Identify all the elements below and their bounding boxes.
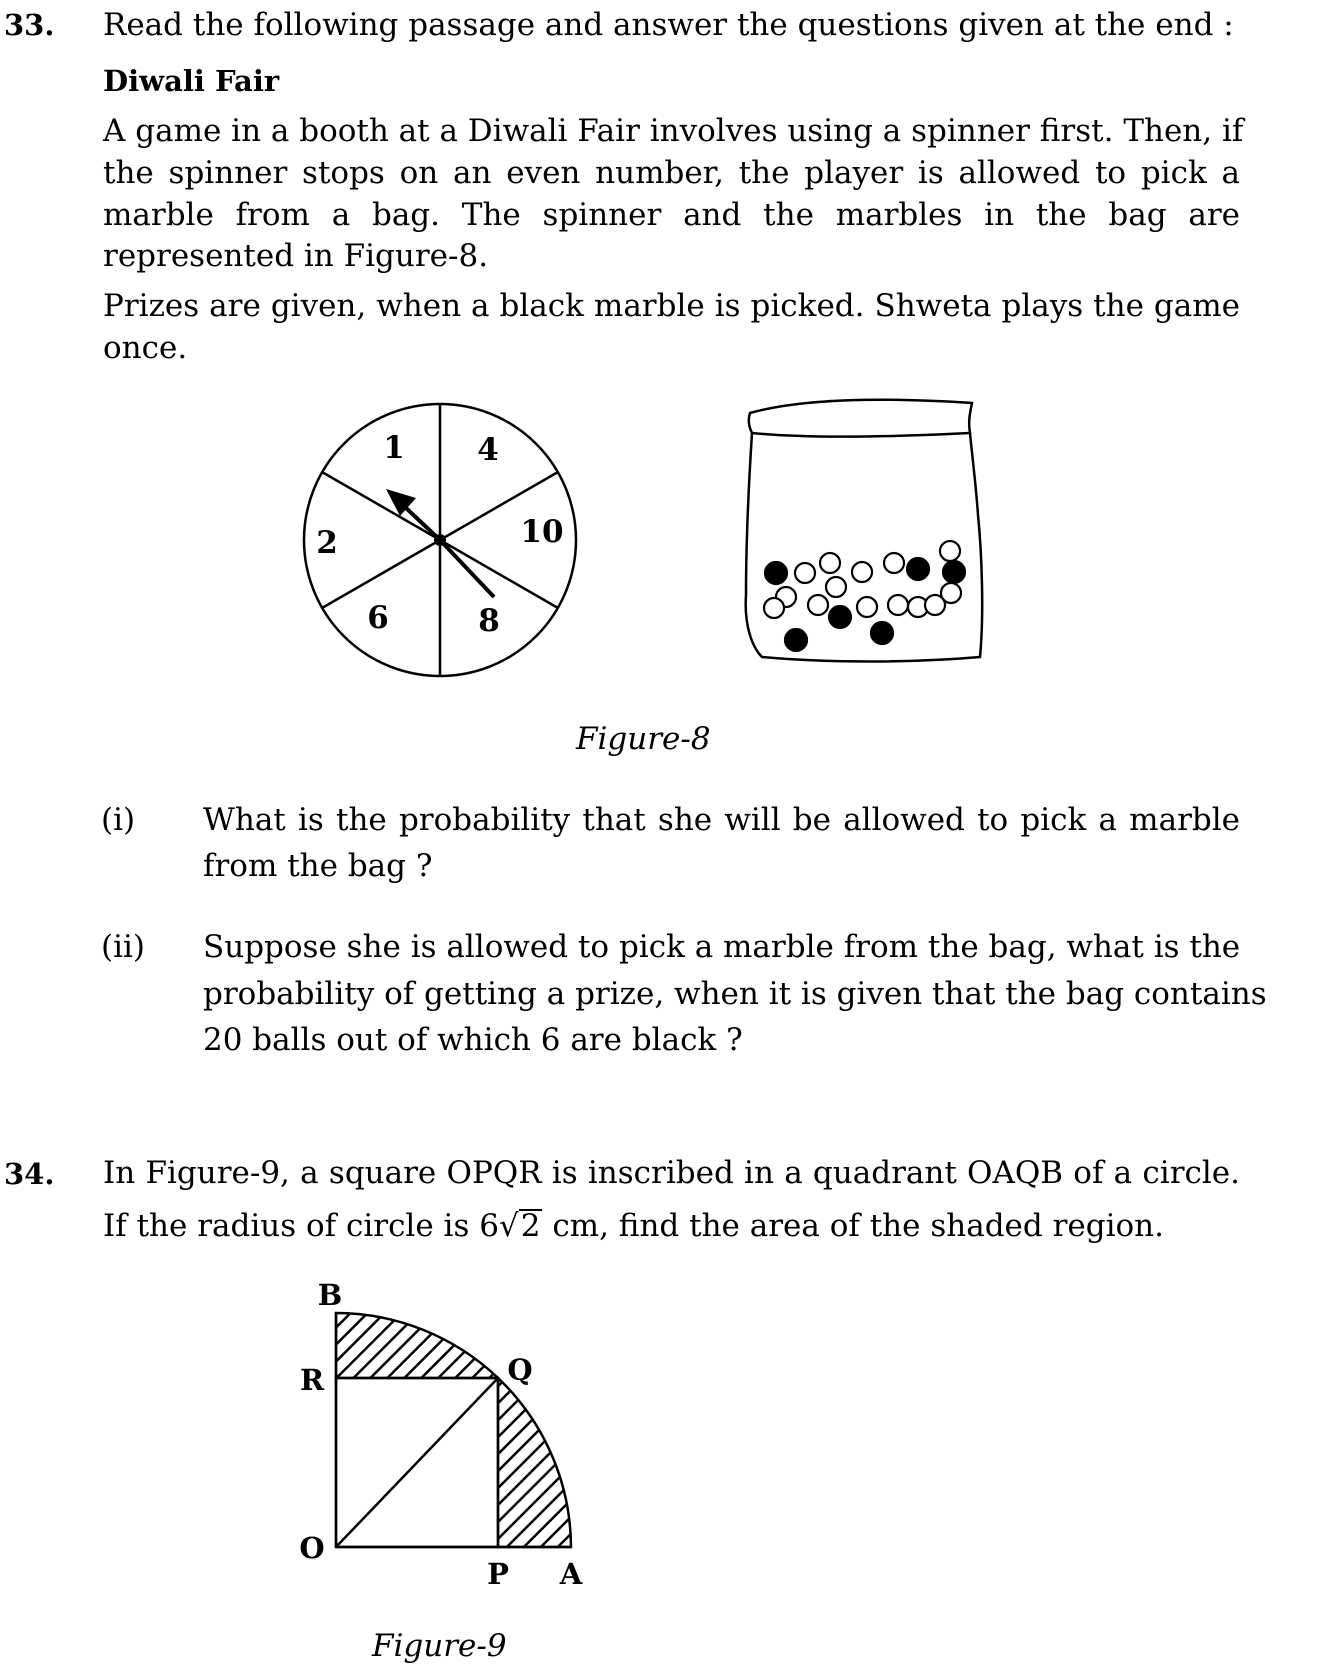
subquestion-i-line: from the bag ? — [203, 848, 433, 884]
question-33-number: 33. — [4, 8, 55, 42]
passage-title: Diwali Fair — [103, 64, 280, 98]
white-marble — [808, 595, 828, 615]
shaded-region-right — [498, 1378, 571, 1547]
label-Q: Q — [507, 1353, 533, 1387]
white-marble — [852, 562, 872, 582]
spinner-number: 4 — [477, 432, 499, 468]
spinner-number: 2 — [316, 525, 338, 561]
label-O: O — [299, 1531, 325, 1565]
label-P: P — [487, 1557, 509, 1591]
question-34-text: cm, find the area of the shaded region. — [542, 1208, 1164, 1244]
black-marble — [871, 622, 893, 644]
bag-rim — [749, 400, 972, 437]
black-marble — [943, 561, 965, 583]
spinner-figure — [290, 390, 590, 690]
radius-radicand: 2 — [520, 1208, 541, 1244]
label-A: A — [559, 1557, 583, 1591]
figure-9-caption: Figure-9 — [372, 1628, 507, 1664]
passage-line: once. — [103, 330, 188, 366]
passage-line: Prizes are given, when a black marble is picked. Shweta plays the game — [103, 288, 1240, 324]
spinner-divider — [322, 540, 440, 608]
subquestion-i-label: (i) — [101, 802, 136, 838]
question-34-number: 34. — [4, 1157, 55, 1191]
shaded-region-top — [336, 1313, 498, 1378]
passage-line: the spinner stops on an even number, the player is allowed to pick a — [103, 155, 1240, 191]
black-marble — [907, 558, 929, 580]
radius-coefficient: 6 — [479, 1208, 499, 1244]
spinner-number: 10 — [520, 514, 564, 550]
black-marble — [785, 629, 807, 651]
question-33-intro: Read the following passage and answer the questions given at the end : — [103, 7, 1234, 43]
question-34-text: If the radius of circle is — [103, 1208, 480, 1244]
subquestion-ii-line: 20 balls out of which 6 are black ? — [203, 1022, 743, 1058]
white-marble — [884, 553, 904, 573]
passage-line: represented in Figure-8. — [103, 238, 489, 274]
label-B: B — [317, 1278, 343, 1312]
white-marble — [940, 541, 960, 561]
label-R: R — [299, 1363, 325, 1397]
diagonal-OQ — [336, 1378, 498, 1547]
spinner-number: 6 — [367, 600, 389, 636]
subquestion-ii-line: probability of getting a prize, when it is given that the bag contains — [203, 976, 1267, 1012]
spinner-number: 1 — [383, 430, 405, 466]
passage-line: A game in a booth at a Diwali Fair involves using a spinner first. Then, if — [103, 113, 1244, 149]
white-marble — [795, 563, 815, 583]
passage-line: marble from a bag. The spinner and the marbles in the bag are — [103, 197, 1240, 233]
white-marble — [888, 595, 908, 615]
white-marble — [764, 598, 784, 618]
subquestion-ii-label: (ii) — [101, 929, 146, 965]
spinner-pointer-tail — [440, 540, 494, 597]
black-marble — [765, 562, 787, 584]
black-marble — [829, 606, 851, 628]
marble-bag-figure — [740, 395, 990, 670]
marbles — [764, 541, 965, 651]
spinner-divider — [440, 540, 558, 608]
white-marble — [857, 597, 877, 617]
question-34-line: In Figure-9, a square OPQR is inscribed in a quadrant OAQB of a circle. — [103, 1155, 1240, 1191]
spinner-hub — [434, 534, 446, 546]
subquestion-ii-line: Suppose she is allowed to pick a marble from the bag, what is the — [203, 929, 1241, 965]
figure-8-caption: Figure-8 — [576, 721, 711, 757]
spinner-divider — [322, 472, 440, 540]
white-marble — [925, 595, 945, 615]
quadrant-figure — [290, 1270, 610, 1600]
spinner-number: 8 — [478, 603, 500, 639]
question-34-line: If the radius of circle is 6√2 cm, find the area of the shaded region. — [103, 1208, 1164, 1244]
white-marble — [820, 553, 840, 573]
white-marble — [826, 577, 846, 597]
subquestion-i-line: What is the probability that she will be allowed to pick a marble — [203, 802, 1240, 838]
